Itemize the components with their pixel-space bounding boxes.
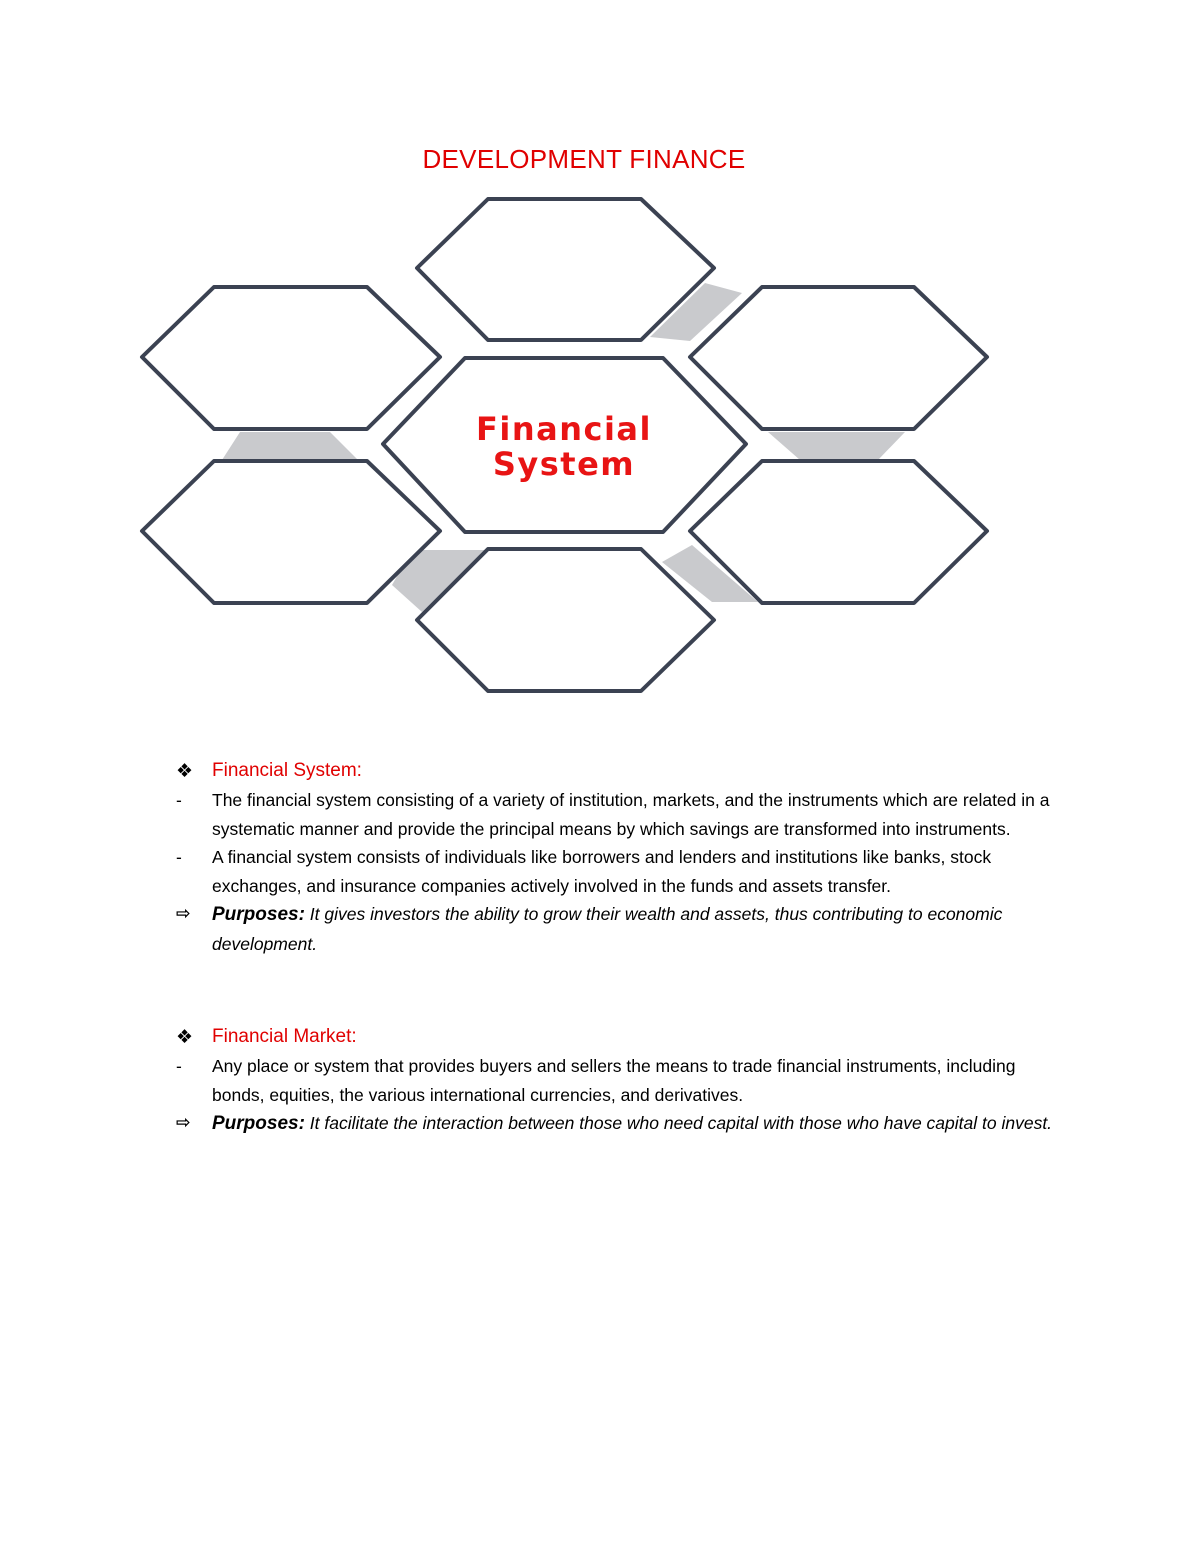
purpose-text: It gives investors the ability to grow their wealth and assets, thus contributing to economic development. (212, 904, 1003, 954)
hexagon-upper-left (142, 287, 440, 429)
section-financial-market (176, 1022, 1056, 1139)
diamond-bullet-icon: ❖ (176, 760, 194, 782)
list-item (176, 786, 1056, 843)
list-item (176, 843, 1056, 900)
section-heading (176, 1022, 1056, 1052)
heading-text: Financial System: (212, 760, 362, 781)
dash-bullet: - (176, 790, 182, 810)
arrow-right-icon: ⇨ (176, 1113, 191, 1133)
section-financial-system (176, 756, 1056, 958)
purpose-label: Purposes: (212, 904, 305, 925)
connector-left (222, 432, 358, 460)
purpose-label: Purposes: (212, 1113, 305, 1134)
hexagon-lower-right (690, 461, 987, 603)
diamond-bullet-icon: ❖ (176, 1026, 194, 1048)
purpose-item (176, 900, 1056, 958)
purpose-item (176, 1109, 1056, 1139)
center-label-line2: System (492, 445, 636, 483)
page-title: DEVELOPMENT FINANCE (422, 144, 746, 174)
list-item-text: The financial system consisting of a variety of institution, markets, and the instruments which are related in a systematic manner and provide the principal means by which savings are transformed into instruments. (212, 790, 1050, 839)
dash-bullet: - (176, 1056, 182, 1076)
connector-right (768, 432, 905, 460)
purpose-text: It facilitate the interaction between those who need capital with those who have capital to invest. (304, 1113, 1053, 1133)
hexagon-upper-right (690, 287, 987, 429)
hexagon-diagram (0, 0, 1200, 720)
list-item-text: Any place or system that provides buyers and sellers the means to trade financial instruments, including bonds, equities, the various international currencies, and derivatives. (212, 1056, 1016, 1105)
center-label-line1: Financial (476, 410, 652, 448)
list-item-text: A financial system consists of individuals like borrowers and lenders and institutions like banks, stock exchanges, and insurance companies actively involved in the funds and assets transfer. (212, 847, 992, 896)
arrow-right-icon: ⇨ (176, 904, 191, 924)
heading-text: Financial Market: (212, 1026, 357, 1047)
dash-bullet: - (176, 847, 182, 867)
list-item (176, 1052, 1056, 1109)
section-heading (176, 756, 1056, 786)
